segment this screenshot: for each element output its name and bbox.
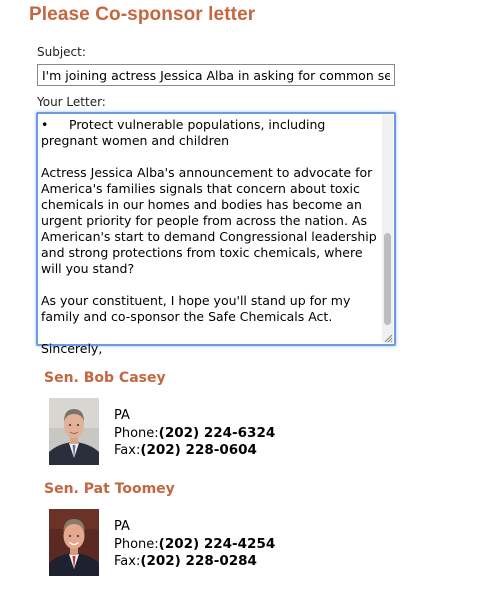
letter-bullet-text: Protect vulnerable populations, including pregnant women and children [41, 117, 326, 148]
letter-bullet-item [41, 117, 381, 149]
subject-input[interactable] [37, 64, 395, 86]
senator-state: PA [114, 519, 130, 534]
letter-scrollbar-thumb[interactable] [384, 233, 391, 325]
phone-label: Phone: [114, 425, 159, 441]
senator-photo [49, 509, 99, 576]
letter-paragraph-2: As your constituent, I hope you'll stand up for my family and co-sponsor the Safe Chemicals Act. [41, 293, 351, 324]
senator-photo [49, 398, 99, 465]
senator-portrait-image [49, 398, 99, 465]
senator-phone: (202) 224-4254 [158, 535, 276, 552]
senator-phone-row [114, 425, 275, 443]
senator-fax-row [114, 442, 275, 460]
letter-scrollbar[interactable] [382, 115, 393, 343]
senator-name: Sen. Bob Casey [44, 370, 166, 386]
fax-label: Fax: [114, 443, 141, 458]
senator-portrait-image [49, 509, 99, 576]
phone-label: Phone: [114, 536, 159, 552]
senator-state: PA [114, 408, 130, 423]
senator-fax: (202) 228-0284 [140, 553, 257, 569]
senator-fax-row [114, 553, 275, 571]
senator-phone: (202) 224-6324 [158, 424, 276, 441]
letter-closing: Sincerely, [41, 341, 103, 356]
senator-contact [114, 519, 275, 571]
letter-text[interactable] [41, 117, 381, 373]
bullet-marker: • [41, 117, 49, 132]
letter-label: Your Letter: [37, 95, 106, 109]
page-title: Please Co-sponsor letter [29, 4, 256, 25]
senator-phone-row [114, 536, 275, 554]
senator-name: Sen. Pat Toomey [44, 481, 175, 497]
fax-label: Fax: [114, 554, 141, 569]
senator-contact [114, 408, 275, 460]
letter-paragraph-1: Actress Jessica Alba's announcement to advocate for America's families signals that concern about toxic chemicals in our homes and bodies has become an urgent priority for people from across the nation. As American's start to demand Congressional leadership and strong protections from toxic chemicals, where will you stand? [41, 165, 377, 276]
senator-fax: (202) 228-0604 [140, 442, 257, 458]
subject-label: Subject: [37, 45, 86, 59]
letter-textarea[interactable] [36, 112, 396, 356]
resize-grip-icon[interactable] [384, 334, 393, 343]
